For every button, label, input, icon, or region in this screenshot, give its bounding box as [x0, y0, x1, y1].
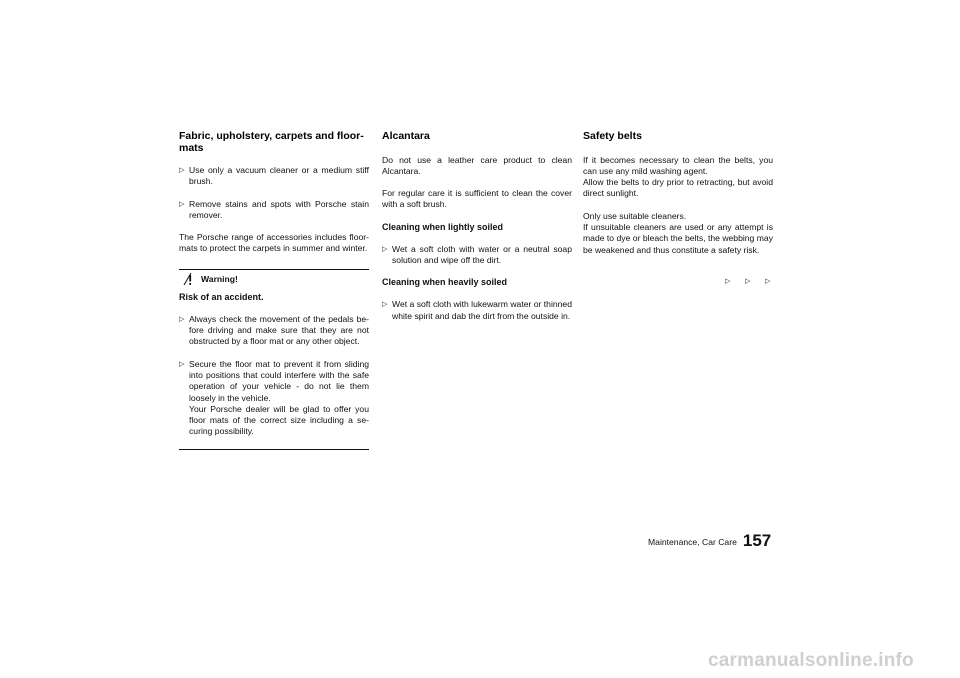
triangle-right-icon: ▷ — [179, 167, 185, 174]
warning-divider — [179, 449, 369, 450]
alcantara-para-2: For regular care it is sufficient to clean the cover with a soft brush. — [382, 188, 572, 210]
triangle-right-icon: ▷ — [179, 200, 185, 208]
triangle-right-icon: ▷ — [382, 245, 388, 253]
warning-step — [179, 314, 369, 348]
page-number: 157 — [742, 531, 772, 550]
triangle-right-icon: ▷ — [382, 301, 388, 309]
warning-step-text: Always check the movement of the pedals be-fore driving and make sure that they are not obstructed by a floor mat or any other object. — [189, 313, 369, 347]
warning-step-text: Secure the floor mat to prevent it from sliding into positions that could interfere with the safe operation of your vehicle - do not lie them loosely in the vehicle. Your Porsche dealer will be glad to offer you floor mats of the correct size including a se-curing possibility. — [189, 358, 369, 437]
triangle-right-icon: ▷ — [179, 360, 185, 368]
continue-marker — [725, 277, 785, 285]
step-item — [382, 244, 572, 267]
heading-alcantara: Alcantara — [382, 130, 430, 142]
warning-icon — [183, 272, 196, 286]
step-text: Wet a soft cloth with water or a neutral soap solution and wipe off the dirt. — [392, 243, 572, 265]
heading-fabric: Fabric, upholstery, carpets and floor-mats — [179, 130, 364, 154]
triangle-right-icon: ▷ — [179, 315, 185, 323]
triangle-right-icon: ▷ — [765, 278, 771, 285]
step-item — [179, 165, 369, 188]
triangle-right-icon: ▷ — [725, 278, 731, 285]
column-fabric — [179, 131, 369, 450]
belts-line: Only use suitable cleaners. — [583, 210, 687, 221]
step-text: Use only a vacuum cleaner or a medium stiff brush. — [189, 165, 369, 187]
column-alcantara — [382, 131, 572, 333]
warning-step — [179, 359, 369, 438]
step-text: Remove stains and spots with Porsche stain remover. — [189, 198, 369, 220]
column-safety-belts — [583, 131, 773, 267]
warning-label: Warning! — [201, 274, 238, 285]
triangle-right-icon: ▷ — [745, 278, 751, 285]
belts-para-2 — [583, 211, 773, 256]
subheading-lightly-soiled: Cleaning when lightly soiled — [382, 221, 504, 232]
belts-para-1 — [583, 155, 773, 200]
accessories-paragraph: The Porsche range of accessories includes floor-mats to protect the carpets in summer and winter. — [179, 232, 369, 254]
step-item — [179, 199, 369, 222]
belts-line: If it becomes necessary to clean the belts, you can use any mild washing agent. — [583, 154, 773, 176]
page-footer — [648, 532, 771, 549]
section-name: Maintenance, Car Care — [648, 537, 737, 547]
subheading-heavily-soiled: Cleaning when heavily soiled — [382, 277, 508, 288]
step-text: Wet a soft cloth with lukewarm water or thinned white spirit and dab the dirt from the outside in. — [392, 299, 572, 321]
watermark: carmanualsonline.info — [708, 650, 914, 671]
alcantara-para-1: Do not use a leather care product to clean Alcantara. — [382, 154, 572, 176]
warning-header — [179, 269, 369, 286]
heading-safety-belts: Safety belts — [583, 130, 642, 142]
belts-line: If unsuitable cleaners are used or any attempt is made to dye or bleach the belts, the webbing may be weakened and thus constitute a safety risk. — [583, 221, 773, 255]
belts-line: Allow the belts to dry prior to retracting, but avoid direct sunlight. — [583, 177, 773, 199]
step-item — [382, 299, 572, 322]
risk-heading: Risk of an accident. — [179, 291, 264, 302]
